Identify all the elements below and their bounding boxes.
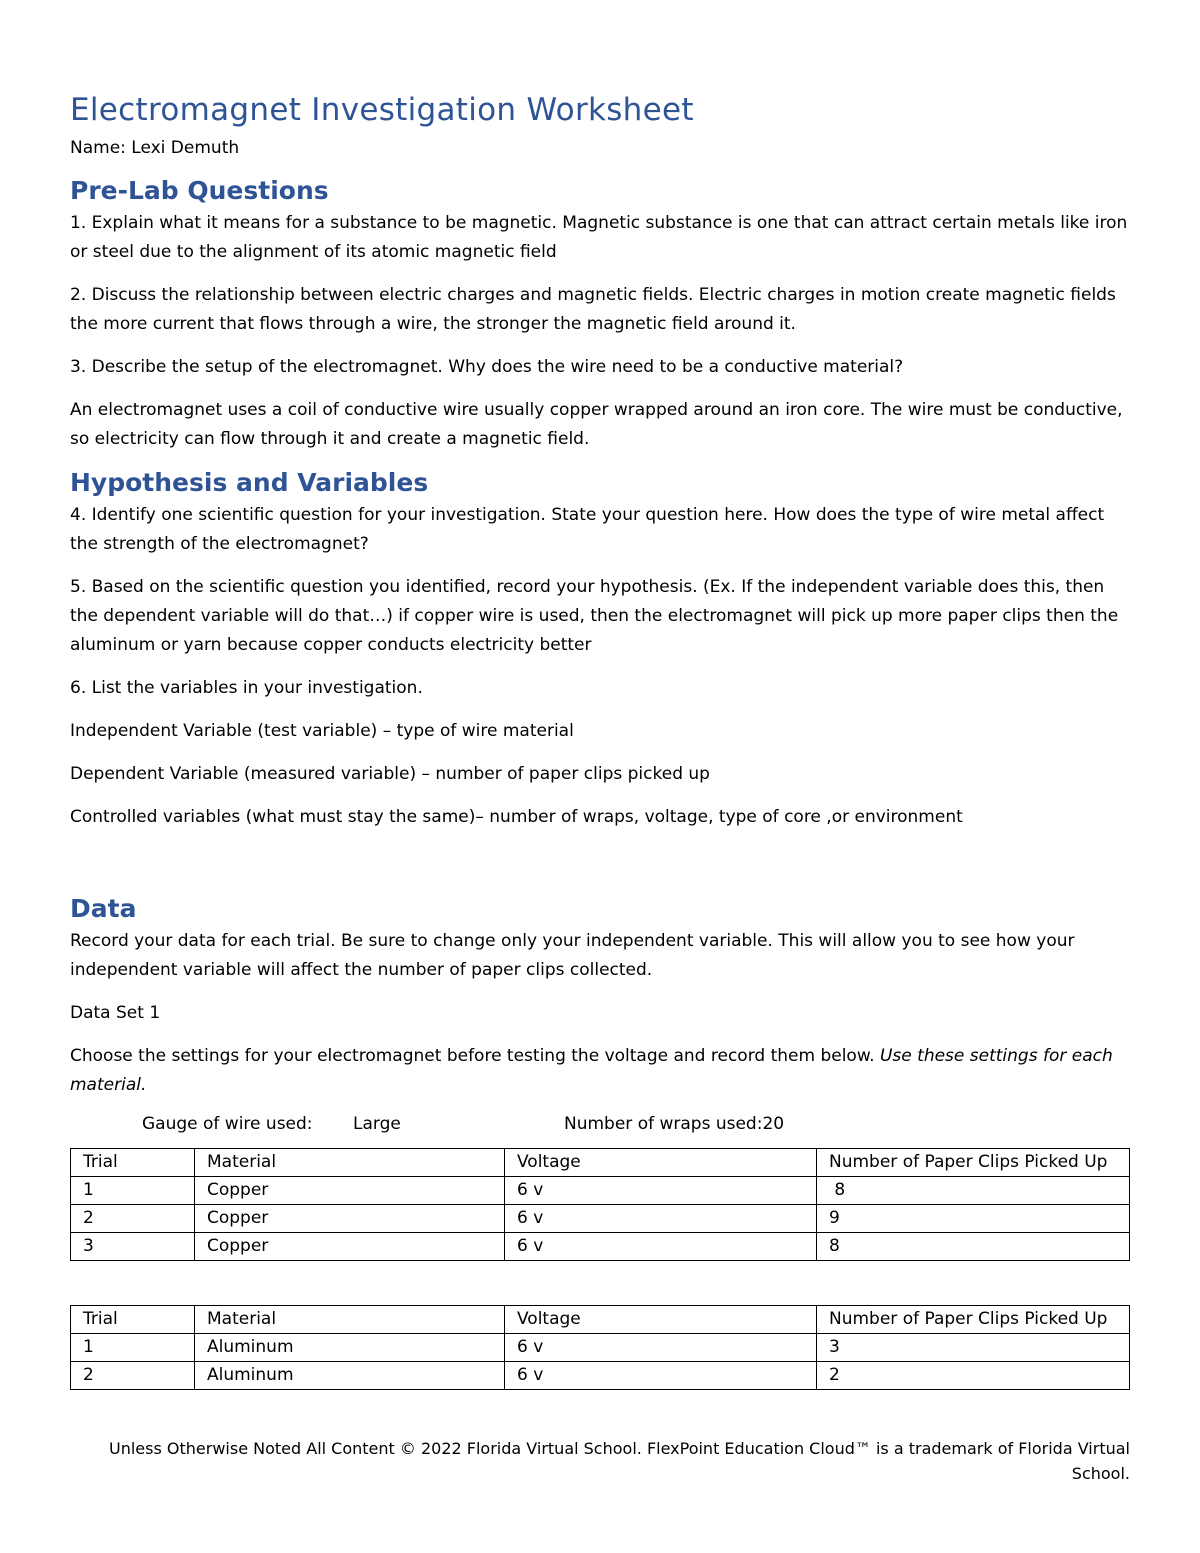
table-cell: 6 v — [505, 1362, 817, 1390]
independent-variable: Independent Variable (test variable) – type of wire material — [70, 721, 574, 741]
table-header-cell: Number of Paper Clips Picked Up — [817, 1306, 1130, 1334]
data-intro: Record your data for each trial. Be sure to change only your independent variable. This will allow you to see how your independent variable will affect the number of paper clips collected. — [70, 931, 1075, 980]
gauge-label: Gauge of wire used: — [142, 1114, 313, 1134]
question-4: 4. Identify one scientific question for your investigation. State your question here. How does the type of wire metal affect the strength of the electromagnet? — [70, 505, 1105, 554]
prelab-heading: Pre-Lab Questions — [70, 176, 329, 205]
table-gap — [70, 1261, 1130, 1305]
table-row — [71, 1334, 1130, 1362]
table-header-cell: Voltage — [505, 1149, 817, 1177]
data-heading: Data — [70, 894, 137, 923]
data-set-label: Data Set 1 — [70, 1003, 161, 1023]
table-cell: 1 — [71, 1334, 195, 1362]
table-header-cell: Trial — [71, 1149, 195, 1177]
table-header-row — [71, 1149, 1130, 1177]
table-cell: 8 — [817, 1233, 1130, 1261]
table-row — [71, 1177, 1130, 1205]
table-row — [71, 1233, 1130, 1261]
question-5: 5. Based on the scientific question you identified, record your hypothesis. (Ex. If the independent variable does this, then the dependent variable will do that…) if copper wire is used, then the electromagnet will pick up more paper clips then the aluminum or yarn because copper conducts electricity better — [70, 577, 1119, 655]
data-table-copper — [70, 1148, 1130, 1261]
table-header-cell: Material — [195, 1306, 505, 1334]
question-1: 1. Explain what it means for a substance to be magnetic. Magnetic substance is one that can attract certain metals like iron or steel due to the alignment of its atomic magnetic field — [70, 213, 1128, 262]
table-cell: 2 — [71, 1205, 195, 1233]
worksheet-page — [70, 92, 1130, 1390]
settings-instruction-italic: Use these settings for each material. — [70, 1046, 1113, 1095]
wraps-label: Number of wraps used:20 — [564, 1114, 785, 1134]
dependent-variable: Dependent Variable (measured variable) – number of paper clips picked up — [70, 764, 710, 784]
table-header-cell: Trial — [71, 1306, 195, 1334]
data-table-aluminum — [70, 1305, 1130, 1390]
settings-row — [70, 1114, 1130, 1144]
footer-copyright: Unless Otherwise Noted All Content © 2022 Florida Virtual School. FlexPoint Education Cloud™ is a trademark of Florida Virtual School. — [109, 1439, 1130, 1483]
table-cell: 6 v — [505, 1334, 817, 1362]
table-cell: 6 v — [505, 1233, 817, 1261]
table-header-cell: Voltage — [505, 1306, 817, 1334]
student-name: Name: Lexi Demuth — [70, 138, 240, 158]
table-header-cell: Number of Paper Clips Picked Up — [817, 1149, 1130, 1177]
table-cell: 2 — [817, 1362, 1130, 1390]
settings-instruction — [70, 1042, 1130, 1100]
table-cell: 3 — [817, 1334, 1130, 1362]
table-row — [71, 1205, 1130, 1233]
page-title: Electromagnet Investigation Worksheet — [70, 92, 694, 128]
settings-instruction-text: Choose the settings for your electromagnet before testing the voltage and record them below. — [70, 1046, 880, 1066]
table-header-row — [71, 1306, 1130, 1334]
section-spacer — [70, 846, 1130, 894]
hypothesis-heading: Hypothesis and Variables — [70, 468, 429, 497]
controlled-variables: Controlled variables (what must stay the same)– number of wraps, voltage, type of core ,or environment — [70, 807, 963, 827]
table-cell: 2 — [71, 1362, 195, 1390]
table-cell: 8 — [817, 1177, 1130, 1205]
table-cell: 1 — [71, 1177, 195, 1205]
table-cell: 9 — [817, 1205, 1130, 1233]
table-cell: 6 v — [505, 1205, 817, 1233]
table-cell: 3 — [71, 1233, 195, 1261]
table-cell: Copper — [195, 1233, 505, 1261]
gauge-value: Large — [353, 1114, 401, 1134]
table-cell: 6 v — [505, 1177, 817, 1205]
question-3: 3. Describe the setup of the electromagnet. Why does the wire need to be a conductive material? — [70, 357, 904, 377]
table-cell: Copper — [195, 1205, 505, 1233]
table-cell: Copper — [195, 1177, 505, 1205]
table-cell: Aluminum — [195, 1334, 505, 1362]
table-row — [71, 1362, 1130, 1390]
table-header-cell: Material — [195, 1149, 505, 1177]
question-2: 2. Discuss the relationship between electric charges and magnetic fields. Electric charges in motion create magnetic fields the more current that flows through a wire, the stronger the magnetic field around it. — [70, 285, 1116, 334]
question-6: 6. List the variables in your investigation. — [70, 678, 423, 698]
table-cell: Aluminum — [195, 1362, 505, 1390]
answer-3: An electromagnet uses a coil of conductive wire usually copper wrapped around an iron core. The wire must be conductive, so electricity can flow through it and create a magnetic field. — [70, 400, 1123, 449]
